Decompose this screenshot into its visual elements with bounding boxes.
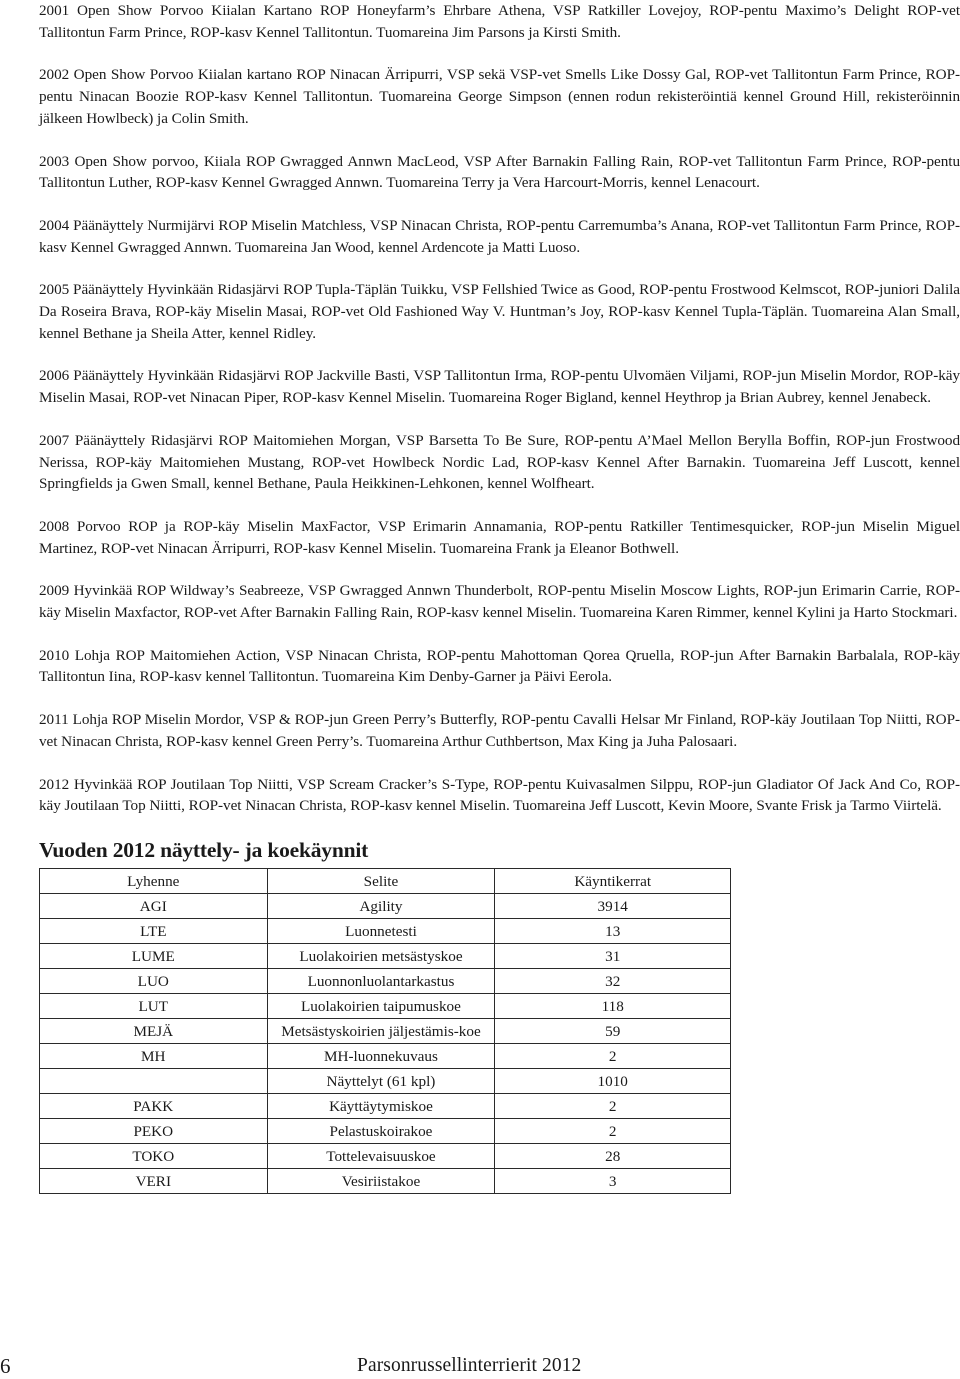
table-header-row: [40, 868, 731, 893]
table-row: [40, 1068, 731, 1093]
results-paragraph-2006: 2006 Päänäyttely Hyvinkään Ridasjärvi ROP Jackville Basti, VSP Tallitontun Irma, ROP-pentu Ulvomäen Viljami, ROP-jun Miselin Mordor, ROP-käy Miselin Masai, ROP-vet Ninacan Piper, ROP-kasv Kennel Miselin. Tuomareina Roger Bigland, kennel Heythrop ja Brian Aubrey, kennel Jenabeck.: [39, 367, 960, 407]
description-cell: Käyttäytymiskoe: [267, 1093, 495, 1118]
results-paragraph-2010: 2010 Lohja ROP Maitomiehen Action, VSP Ninacan Christa, ROP-pentu Mahottoman Qorea Qruella, ROP-jun After Barnakin Barbalala, ROP-käy Tallitontun Iina, ROP-kasv kennel Tallitontun. Tuomareina Kim Denby-Garner ja Päivi Eerola.: [39, 646, 960, 686]
table-row: [40, 968, 731, 993]
column-header-count: Käyntikerrat: [495, 868, 731, 893]
abbreviation-cell: LUO: [40, 968, 268, 993]
description-cell: Pelastuskoirakoe: [267, 1118, 495, 1143]
column-header-abbreviation: Lyhenne: [40, 868, 268, 893]
events-table: [39, 868, 731, 1194]
table-row: [40, 943, 731, 968]
abbreviation-cell: VERI: [40, 1168, 268, 1193]
description-cell: Luolakoirien taipumuskoe: [267, 993, 495, 1018]
count-cell: 1010: [495, 1068, 731, 1093]
table-row: [40, 993, 731, 1018]
count-cell: 3: [495, 1168, 731, 1193]
count-cell: 32: [495, 968, 731, 993]
page-content: [39, 0, 960, 1194]
table-row: [40, 1118, 731, 1143]
results-paragraph-2002: 2002 Open Show Porvoo Kiialan kartano ROP Ninacan Ärripurri, VSP sekä VSP-vet Smells Like Dossy Gal, ROP-vet Tallitontun Farm Prince, ROP-pentu Ninacan Boozie ROP-kasv Kennel Tallitontun. Tuomareina George Simpson (ennen rodun rekisteröintiä kennel Ground Hill, rekisteröinnin jälkeen Howlbeck) ja Colin Smith.: [39, 66, 960, 127]
table-row: [40, 1168, 731, 1193]
count-cell: 28: [495, 1143, 731, 1168]
table-row: [40, 918, 731, 943]
abbreviation-cell: MEJÄ: [40, 1018, 268, 1043]
count-cell: 2: [495, 1093, 731, 1118]
results-paragraph-2001: 2001 Open Show Porvoo Kiialan Kartano ROP Honeyfarm’s Ehrbare Athena, VSP Ratkiller Lovejoy, ROP-pentu Maximo’s Delight ROP-vet Tallitontun Farm Prince, ROP-kasv Kennel Tallitontun. Tuomareina Jim Parsons ja Kirsti Smith.: [39, 2, 960, 41]
description-cell: Vesiriistakoe: [267, 1168, 495, 1193]
column-header-description: Selite: [267, 868, 495, 893]
abbreviation-cell: MH: [40, 1043, 268, 1068]
count-cell: 118: [495, 993, 731, 1018]
table-row: [40, 1093, 731, 1118]
results-paragraph-2012: 2012 Hyvinkää ROP Joutilaan Top Niitti, VSP Scream Cracker’s S-Type, ROP-pentu Kuivasalmen Silppu, ROP-jun Gladiator Of Jack And Co, ROP-käy Joutilaan Top Niitti, ROP-vet Ninacan Christa, ROP-kasv kennel Miselin. Tuomareina Jeff Luscott, Kevin Moore, Svante Frisk ja Tarmo Viirtelä.: [39, 775, 960, 815]
table-row: [40, 893, 731, 918]
abbreviation-cell: TOKO: [40, 1143, 268, 1168]
description-cell: Tottelevaisuuskoe: [267, 1143, 495, 1168]
description-text: Metsästyskoirien jäljestämis-koe: [281, 1022, 481, 1040]
count-cell: 13: [495, 918, 731, 943]
page-number: 6: [0, 1354, 11, 1378]
abbreviation-cell: AGI: [40, 893, 268, 918]
results-paragraph-2007: 2007 Päänäyttely Ridasjärvi ROP Maitomiehen Morgan, VSP Barsetta To Be Sure, ROP-pentu A’Mael Mellon Berylla Boffin, ROP-jun Frostwood Nerissa, ROP-käy Maitomiehen Mustang, ROP-vet Howlbeck Nordic Lad, ROP-kasv Kennel After Barnakin. Tuomareina Jeff Luscott, kennel Springfields ja Gwen Small, kennel Bethane, Paula Heikkinen-Lehkonen, kennel Wolfheart.: [39, 431, 960, 493]
description-cell: Luonnonluolantarkastus: [267, 968, 495, 993]
count-cell: 59: [495, 1018, 731, 1043]
count-cell: 2: [495, 1118, 731, 1143]
results-paragraph-2009: 2009 Hyvinkää ROP Wildway’s Seabreeze, VSP Gwragged Annwn Thunderbolt, ROP-pentu Miselin Moscow Lights, ROP-jun Erimarin Carrie, ROP-käy Miselin Maxfactor, ROP-vet After Barnakin Falling Rain, ROP-kasv kennel Miselin. Tuomareina Karen Rimmer, kennel Kylini ja Harto Stockmari.: [39, 582, 960, 622]
results-paragraph-2008: 2008 Porvoo ROP ja ROP-käy Miselin MaxFactor, VSP Erimarin Annamania, ROP-pentu Ratkiller Tentimesquicker, ROP-jun Miselin Miguel Martinez, ROP-vet Ninacan Ärripurri, ROP-kasv Kennel Miselin. Tuomareina Frank ja Eleanor Bothwell.: [39, 517, 960, 557]
abbreviation-cell: LUME: [40, 943, 268, 968]
table-row: [40, 1043, 731, 1068]
results-paragraph-2011: 2011 Lohja ROP Miselin Mordor, VSP & ROP-jun Green Perry’s Butterfly, ROP-pentu Cavalli Helsar Mr Finland, ROP-käy Joutilaan Top Niitti, ROP-vet Ninacan Christa, ROP-kasv kennel Green Perry’s. Tuomareina Arthur Cuthbertson, Max King ja Juha Palosaari.: [39, 711, 960, 750]
description-cell: Luolakoirien metsästyskoe: [267, 943, 495, 968]
abbreviation-cell: PAKK: [40, 1093, 268, 1118]
results-paragraph-2004: 2004 Päänäyttely Nurmijärvi ROP Miselin Matchless, VSP Ninacan Christa, ROP-pentu Carremumba’s Anana, ROP-vet Tallitontun Farm Prince, ROP-kasv Kennel Gwragged Annwn. Tuomareina Jan Wood, kennel Ardencote ja Matti Luoso.: [39, 216, 960, 256]
description-cell: Näyttelyt (61 kpl): [267, 1068, 495, 1093]
description-cell: Agility: [267, 893, 495, 918]
description-cell: [267, 1018, 495, 1043]
results-paragraph-2005: 2005 Päänäyttely Hyvinkään Ridasjärvi ROP Tupla-Täplän Tuikku, VSP Fellshied Twice as Good, ROP-pentu Frostwood Kelmscot, ROP-juniori Dalila Da Roseira Brava, ROP-käy Miselin Masai, ROP-vet Old Fashioned Way V. Huntman’s Joy, ROP-kasv Kennel Tupla-Täplän. Tuomareina Alan Small, kennel Bethane ja Sheila Atter, kennel Ridley.: [39, 281, 960, 342]
table-row: [40, 1018, 731, 1043]
section-title: Vuoden 2012 näyttely- ja koekäynnit: [39, 837, 369, 862]
abbreviation-cell: LUT: [40, 993, 268, 1018]
description-cell: Luonnetesti: [267, 918, 495, 943]
count-cell: 31: [495, 943, 731, 968]
results-paragraphs: [39, 0, 960, 817]
abbreviation-cell: [40, 1068, 268, 1093]
count-cell: 3914: [495, 893, 731, 918]
description-cell: MH-luonnekuvaus: [267, 1043, 495, 1068]
count-cell: 2: [495, 1043, 731, 1068]
abbreviation-cell: LTE: [40, 918, 268, 943]
table-row: [40, 1143, 731, 1168]
abbreviation-cell: PEKO: [40, 1118, 268, 1143]
magazine-title: Parsonrussellinterrierit 2012: [357, 1355, 582, 1376]
results-paragraph-2003: 2003 Open Show porvoo, Kiiala ROP Gwragged Annwn MacLeod, VSP After Barnakin Falling Rain, ROP-vet Tallitontun Farm Prince, ROP-pentu Tallitontun Luther, ROP-kasv Kennel Gwragged Annwn. Tuomareina Terry ja Vera Harcourt-Morris, kennel Lenacourt.: [39, 152, 960, 192]
